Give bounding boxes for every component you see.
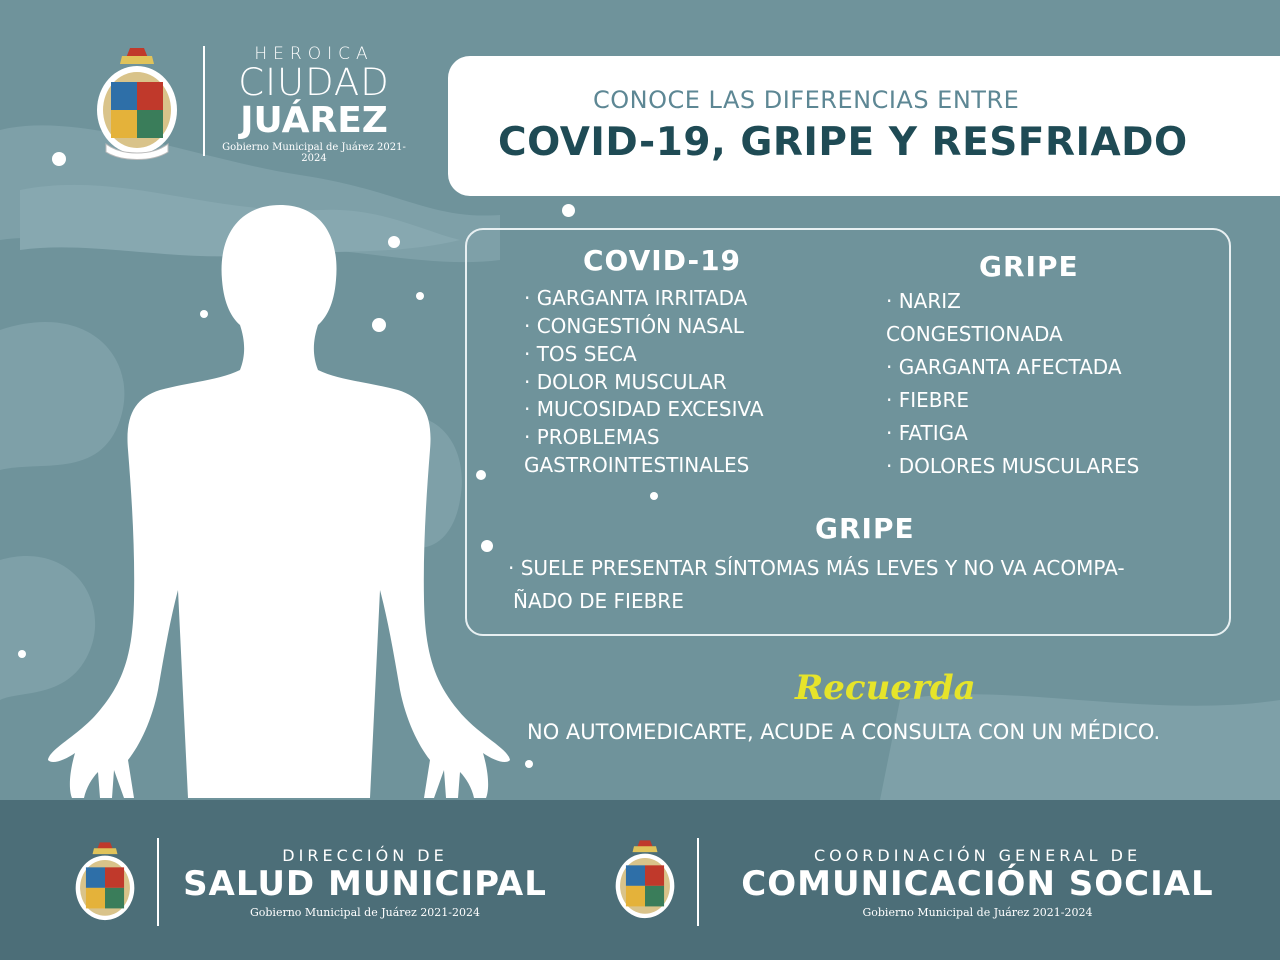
footer-left-line1: DIRECCIÓN DE	[282, 846, 448, 865]
reminder-text: NO AUTOMEDICARTE, ACUDE A CONSULTA CON UN MÉDICO.	[527, 720, 1161, 744]
coat-of-arms-logo	[612, 836, 678, 924]
decor-dot	[18, 650, 26, 658]
footer-divider	[697, 838, 699, 926]
coat-of-arms-logo	[72, 838, 138, 926]
covid-item: · PROBLEMAS	[524, 425, 660, 449]
city-government: Gobierno Municipal de Juárez 2021-2024	[222, 142, 406, 164]
covid-heading: COVID-19	[583, 244, 742, 277]
city-ciudad: CIUDAD	[238, 61, 390, 104]
decor-dot	[52, 152, 66, 166]
title-subtitle: CONOCE LAS DIFERENCIAS ENTRE	[593, 86, 1020, 114]
title-banner	[448, 56, 1280, 196]
gripe-item: · GARGANTA AFECTADA	[886, 355, 1122, 379]
city-branding	[214, 44, 414, 164]
decor-dot	[562, 204, 575, 217]
gripe-note-heading: GRIPE	[815, 512, 915, 545]
gripe-item: · FIEBRE	[886, 388, 970, 412]
covid-item: · TOS SECA	[524, 342, 637, 366]
gripe-heading: GRIPE	[979, 250, 1079, 283]
human-silhouette-icon	[40, 200, 520, 800]
footer-right-line3: Gobierno Municipal de Juárez 2021-2024	[862, 906, 1093, 919]
covid-item: GASTROINTESTINALES	[524, 453, 750, 477]
covid-item: · DOLOR MUSCULAR	[524, 370, 727, 394]
reminder-label: Recuerda	[795, 668, 976, 708]
gripe-note-line: · SUELE PRESENTAR SÍNTOMAS MÁS LEVES Y NO VA ACOMPA-	[508, 556, 1125, 580]
gripe-item: · DOLORES MUSCULARES	[886, 454, 1140, 478]
coat-of-arms-logo	[92, 44, 182, 160]
covid-item: · GARGANTA IRRITADA	[524, 286, 748, 310]
covid-item: · MUCOSIDAD EXCESIVA	[524, 397, 764, 421]
footer-left-line2: SALUD MUNICIPAL	[183, 864, 547, 904]
city-heroica: HEROICA	[254, 44, 374, 64]
decor-dot	[525, 760, 533, 768]
covid-item: · CONGESTIÓN NASAL	[524, 314, 744, 338]
city-juarez: JUÁREZ	[240, 100, 388, 141]
gripe-item: · NARIZ	[886, 289, 961, 313]
footer-right-line2: COMUNICACIÓN SOCIAL	[741, 864, 1214, 904]
gripe-note-line: ÑADO DE FIEBRE	[513, 589, 684, 613]
gripe-item: · FATIGA	[886, 421, 968, 445]
gripe-item: CONGESTIONADA	[886, 322, 1063, 346]
footer	[0, 800, 1280, 960]
logo-divider	[203, 46, 205, 156]
footer-left-line3: Gobierno Municipal de Juárez 2021-2024	[249, 906, 481, 919]
footer-right-line1: COORDINACIÓN GENERAL DE	[813, 846, 1142, 865]
title-main: COVID-19, GRIPE Y RESFRIADO	[498, 120, 1188, 165]
footer-divider	[157, 838, 159, 926]
